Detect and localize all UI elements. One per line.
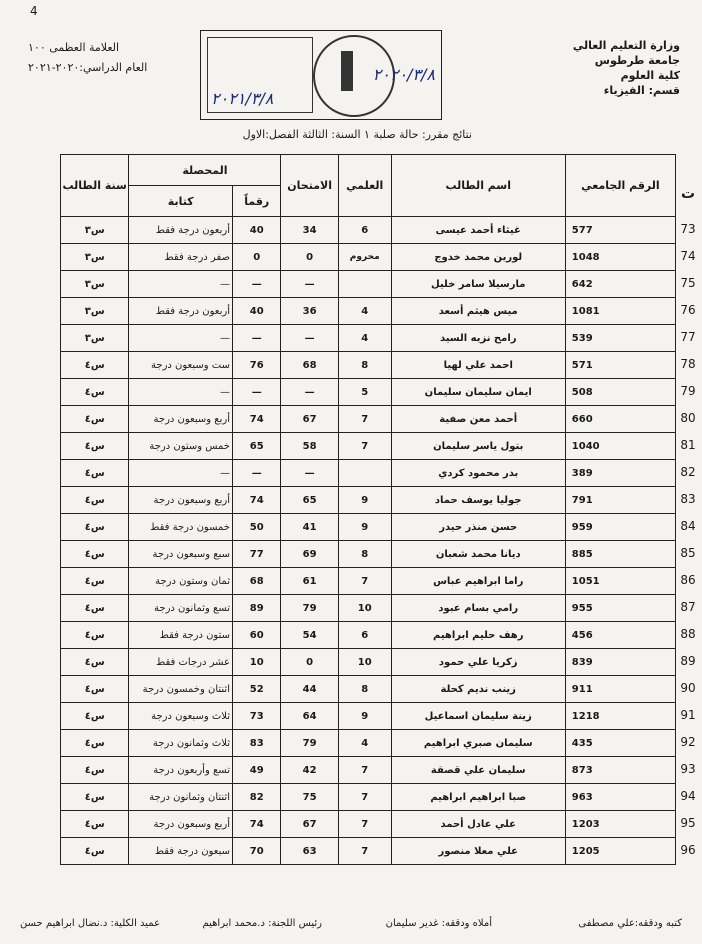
total-digits-cell: 74 xyxy=(233,406,281,433)
total-words-cell: خمسون درجة فقط xyxy=(129,514,233,541)
header-left xyxy=(28,38,198,78)
total-words-cell: سبعون درجة فقط xyxy=(129,838,233,865)
total-digits-cell: 74 xyxy=(233,811,281,838)
table-row xyxy=(61,244,676,271)
name-cell: سليمان علي قصقة xyxy=(391,757,565,784)
practical-cell: 10 xyxy=(338,595,391,622)
univ-id-cell: 660 xyxy=(565,406,675,433)
col-total: المحصلة xyxy=(129,155,281,186)
univ-id-cell: 1218 xyxy=(565,703,675,730)
total-digits-cell: 50 xyxy=(233,514,281,541)
exam-cell: 79 xyxy=(281,730,338,757)
row-number: 95 xyxy=(680,816,696,830)
total-digits-cell: 70 xyxy=(233,838,281,865)
practical-cell: 10 xyxy=(338,649,391,676)
exam-cell: 64 xyxy=(281,703,338,730)
practical-cell: 8 xyxy=(338,352,391,379)
total-words-cell: ثمان وستون درجة xyxy=(129,568,233,595)
total-words-cell: سبع وسبعون درجة xyxy=(129,541,233,568)
univ-id-cell: 1081 xyxy=(565,298,675,325)
row-number: 92 xyxy=(680,735,696,749)
exam-cell: 42 xyxy=(281,757,338,784)
total-words-cell: تسع وثمانون درجة xyxy=(129,595,233,622)
row-number: 88 xyxy=(680,627,696,641)
year-cell: س٤ xyxy=(61,514,129,541)
row-number: 75 xyxy=(680,276,696,290)
total-words-cell: — xyxy=(129,271,233,298)
table-row xyxy=(61,784,676,811)
table-row xyxy=(61,541,676,568)
total-words-cell: أربع وسبعون درجة xyxy=(129,811,233,838)
practical-cell: 7 xyxy=(338,838,391,865)
exam-cell: 44 xyxy=(281,676,338,703)
col-words: كتابة xyxy=(129,186,233,217)
year-cell: س٤ xyxy=(61,433,129,460)
univ-id-cell: 577 xyxy=(565,217,675,244)
year-cell: س٤ xyxy=(61,784,129,811)
stamp-date-2: ٢٠٢١/٣/٨ xyxy=(211,89,274,108)
table-row xyxy=(61,622,676,649)
row-number: 86 xyxy=(680,573,696,587)
practical-cell: 4 xyxy=(338,298,391,325)
total-words-cell: خمس وستون درجة xyxy=(129,433,233,460)
name-cell: لورين محمد خدوج xyxy=(391,244,565,271)
col-practical: العلمي xyxy=(338,155,391,217)
name-cell: غيثاء أحمد عيسى xyxy=(391,217,565,244)
results-subtitle: نتائج مقرر: حالة صلبة ١ السنة: الثالثة الفصل:الاول xyxy=(242,128,472,141)
total-digits-cell: 0 xyxy=(233,244,281,271)
year-cell: س٤ xyxy=(61,730,129,757)
year-cell: س٤ xyxy=(61,676,129,703)
results-table xyxy=(60,154,676,865)
row-number: 94 xyxy=(680,789,696,803)
total-words-cell: ستون درجة فقط xyxy=(129,622,233,649)
total-digits-cell: 52 xyxy=(233,676,281,703)
year-cell: س٤ xyxy=(61,352,129,379)
row-number: 90 xyxy=(680,681,696,695)
name-cell: ديانا محمد شعبان xyxy=(391,541,565,568)
univ-id-cell: 435 xyxy=(565,730,675,757)
year-cell: س٤ xyxy=(61,460,129,487)
practical-cell: 8 xyxy=(338,541,391,568)
exam-cell: 68 xyxy=(281,352,338,379)
col-row-no: ت xyxy=(680,186,696,202)
col-year: سنة الطالب xyxy=(61,155,129,217)
row-number: 91 xyxy=(680,708,696,722)
name-cell: أحمد معن صفية xyxy=(391,406,565,433)
table-row xyxy=(61,730,676,757)
university-line: جامعة طرطوس xyxy=(594,54,680,67)
name-cell: زكريا علي حمود xyxy=(391,649,565,676)
year-cell: س٤ xyxy=(61,757,129,784)
name-cell: ايمان سليمان سليمان xyxy=(391,379,565,406)
exam-cell: 79 xyxy=(281,595,338,622)
total-digits-cell: 82 xyxy=(233,784,281,811)
total-words-cell: — xyxy=(129,460,233,487)
univ-id-cell: 911 xyxy=(565,676,675,703)
total-digits-cell: 83 xyxy=(233,730,281,757)
practical-cell: 7 xyxy=(338,433,391,460)
exam-cell: — xyxy=(281,271,338,298)
total-digits-cell: — xyxy=(233,271,281,298)
exam-cell: 75 xyxy=(281,784,338,811)
col-name: اسم الطالب xyxy=(391,155,565,217)
table-row xyxy=(61,406,676,433)
table-row xyxy=(61,487,676,514)
name-cell: راما ابراهيم عباس xyxy=(391,568,565,595)
total-digits-cell: 65 xyxy=(233,433,281,460)
table-row xyxy=(61,271,676,298)
name-cell: جوليا يوسف حماد xyxy=(391,487,565,514)
year-cell: س٣ xyxy=(61,298,129,325)
table-row xyxy=(61,595,676,622)
exam-cell: 0 xyxy=(281,244,338,271)
name-cell: بدر محمود كردي xyxy=(391,460,565,487)
total-words-cell: ثلاث وسبعون درجة xyxy=(129,703,233,730)
practical-cell xyxy=(338,460,391,487)
univ-id-cell: 791 xyxy=(565,487,675,514)
total-words-cell: — xyxy=(129,379,233,406)
exam-cell: — xyxy=(281,460,338,487)
year-cell: س٤ xyxy=(61,838,129,865)
table-row xyxy=(61,460,676,487)
total-words-cell: — xyxy=(129,325,233,352)
table-row xyxy=(61,703,676,730)
row-number: 80 xyxy=(680,411,696,425)
univ-id-cell: 456 xyxy=(565,622,675,649)
max-mark: العلامة العظمى ١٠٠ xyxy=(28,41,120,54)
total-words-cell: عشر درجات فقط xyxy=(129,649,233,676)
year-cell: س٤ xyxy=(61,379,129,406)
row-number: 96 xyxy=(680,843,696,857)
footer-writer: كتبه ودققه:علي مصطفى xyxy=(578,918,682,929)
name-cell: علي معلا منصور xyxy=(391,838,565,865)
practical-cell: 6 xyxy=(338,217,391,244)
practical-cell: 7 xyxy=(338,757,391,784)
total-digits-cell: 73 xyxy=(233,703,281,730)
total-words-cell: صفر درجة فقط xyxy=(129,244,233,271)
year-cell: س٤ xyxy=(61,703,129,730)
row-number: 89 xyxy=(680,654,696,668)
practical-cell: محروم xyxy=(338,244,391,271)
page-number: 4 xyxy=(30,4,38,18)
total-words-cell: ثلاث وثمانون درجة xyxy=(129,730,233,757)
year-cell: س٣ xyxy=(61,244,129,271)
name-cell: زينة سليمان اسماعيل xyxy=(391,703,565,730)
practical-cell: 7 xyxy=(338,784,391,811)
year-cell: س٤ xyxy=(61,622,129,649)
univ-id-cell: 508 xyxy=(565,379,675,406)
total-digits-cell: 76 xyxy=(233,352,281,379)
row-number: 83 xyxy=(680,492,696,506)
col-univ-id: الرقم الجامعي xyxy=(565,155,675,217)
univ-id-cell: 959 xyxy=(565,514,675,541)
total-digits-cell: 77 xyxy=(233,541,281,568)
name-cell: احمد علي لهيا xyxy=(391,352,565,379)
table-row xyxy=(61,676,676,703)
faculty-line: كلية العلوم xyxy=(620,69,680,82)
total-words-cell: أربع وسبعون درجة xyxy=(129,406,233,433)
table-row xyxy=(61,514,676,541)
total-digits-cell: 10 xyxy=(233,649,281,676)
exam-cell: 54 xyxy=(281,622,338,649)
univ-id-cell: 963 xyxy=(565,784,675,811)
univ-id-cell: 1203 xyxy=(565,811,675,838)
table-row xyxy=(61,352,676,379)
stamp-date-1: ٢٠٢٠/٣/٨ xyxy=(372,65,435,84)
row-number: 73 xyxy=(680,222,696,236)
univ-id-cell: 839 xyxy=(565,649,675,676)
exam-cell: 34 xyxy=(281,217,338,244)
year-cell: س٤ xyxy=(61,811,129,838)
exam-cell: 63 xyxy=(281,838,338,865)
total-digits-cell: — xyxy=(233,379,281,406)
exam-cell: 41 xyxy=(281,514,338,541)
total-digits-cell: — xyxy=(233,460,281,487)
total-digits-cell: — xyxy=(233,325,281,352)
year-cell: س٣ xyxy=(61,325,129,352)
table-row xyxy=(61,298,676,325)
row-number: 85 xyxy=(680,546,696,560)
total-digits-cell: 60 xyxy=(233,622,281,649)
name-cell: صبا ابراهيم ابراهيم xyxy=(391,784,565,811)
table-row xyxy=(61,379,676,406)
year-cell: س٤ xyxy=(61,649,129,676)
total-words-cell: أربع وسبعون درجة xyxy=(129,487,233,514)
univ-id-cell: 955 xyxy=(565,595,675,622)
practical-cell: 7 xyxy=(338,811,391,838)
practical-cell: 4 xyxy=(338,325,391,352)
table-row xyxy=(61,838,676,865)
year-cell: س٤ xyxy=(61,595,129,622)
row-number: 82 xyxy=(680,465,696,479)
total-digits-cell: 40 xyxy=(233,217,281,244)
exam-cell: 69 xyxy=(281,541,338,568)
exam-cell: 36 xyxy=(281,298,338,325)
total-words-cell: ست وسبعون درجة xyxy=(129,352,233,379)
academic-year: العام الدراسي:٢٠٢٠-٢٠٢١ xyxy=(28,61,148,74)
univ-id-cell: 1205 xyxy=(565,838,675,865)
row-number: 79 xyxy=(680,384,696,398)
official-stamp xyxy=(200,30,442,120)
total-digits-cell: 40 xyxy=(233,298,281,325)
table-row xyxy=(61,217,676,244)
practical-cell: 9 xyxy=(338,487,391,514)
exam-cell: 65 xyxy=(281,487,338,514)
practical-cell: 7 xyxy=(338,568,391,595)
practical-cell: 8 xyxy=(338,676,391,703)
practical-cell: 5 xyxy=(338,379,391,406)
total-digits-cell: 49 xyxy=(233,757,281,784)
year-cell: س٤ xyxy=(61,487,129,514)
results-body xyxy=(61,217,676,865)
row-number: 87 xyxy=(680,600,696,614)
exam-cell: 67 xyxy=(281,811,338,838)
practical-cell: 6 xyxy=(338,622,391,649)
total-words-cell: أربعون درجة فقط xyxy=(129,217,233,244)
year-cell: س٤ xyxy=(61,406,129,433)
row-number: 77 xyxy=(680,330,696,344)
exam-cell: — xyxy=(281,379,338,406)
total-digits-cell: 74 xyxy=(233,487,281,514)
footer-dean: عميد الكلية: د.نضال ابراهيم حسن xyxy=(20,918,161,929)
table-row xyxy=(61,325,676,352)
name-cell: رهف حليم ابراهيم xyxy=(391,622,565,649)
name-cell: مارسيلا سامر خليل xyxy=(391,271,565,298)
exam-cell: — xyxy=(281,325,338,352)
total-digits-cell: 68 xyxy=(233,568,281,595)
table-row xyxy=(61,757,676,784)
practical-cell: 4 xyxy=(338,730,391,757)
univ-id-cell: 1048 xyxy=(565,244,675,271)
row-number: 78 xyxy=(680,357,696,371)
year-cell: س٣ xyxy=(61,217,129,244)
total-words-cell: تسع وأربعون درجة xyxy=(129,757,233,784)
col-exam: الامتحان xyxy=(281,155,338,217)
name-cell: رامي بسام عبود xyxy=(391,595,565,622)
row-number: 93 xyxy=(680,762,696,776)
total-words-cell: أربعون درجة فقط xyxy=(129,298,233,325)
table-row xyxy=(61,649,676,676)
table-row xyxy=(61,433,676,460)
name-cell: حسن منذر حيدر xyxy=(391,514,565,541)
exam-cell: 61 xyxy=(281,568,338,595)
table-row xyxy=(61,568,676,595)
total-words-cell: اثنتان وثمانون درجة xyxy=(129,784,233,811)
department-line: قسم: الفيزياء xyxy=(603,84,680,97)
exam-cell: 0 xyxy=(281,649,338,676)
univ-id-cell: 885 xyxy=(565,541,675,568)
year-cell: س٤ xyxy=(61,541,129,568)
univ-id-cell: 1040 xyxy=(565,433,675,460)
name-cell: سليمان صبري ابراهيم xyxy=(391,730,565,757)
footer-dictator: أملاه ودققه: غدير سليمان xyxy=(385,918,492,929)
name-cell: رامح نزيه السيد xyxy=(391,325,565,352)
univ-id-cell: 389 xyxy=(565,460,675,487)
univ-id-cell: 873 xyxy=(565,757,675,784)
col-digits: رقماً xyxy=(233,186,281,217)
total-digits-cell: 89 xyxy=(233,595,281,622)
name-cell: علي عادل أحمد xyxy=(391,811,565,838)
practical-cell xyxy=(338,271,391,298)
row-number: 76 xyxy=(680,303,696,317)
year-cell: س٤ xyxy=(61,568,129,595)
univ-id-cell: 1051 xyxy=(565,568,675,595)
univ-id-cell: 539 xyxy=(565,325,675,352)
name-cell: زينب نديم كحلة xyxy=(391,676,565,703)
practical-cell: 9 xyxy=(338,703,391,730)
name-cell: بتول ياسر سليمان xyxy=(391,433,565,460)
exam-cell: 67 xyxy=(281,406,338,433)
row-number: 84 xyxy=(680,519,696,533)
row-number: 81 xyxy=(680,438,696,452)
practical-cell: 7 xyxy=(338,406,391,433)
year-cell: س٣ xyxy=(61,271,129,298)
ministry-line: وزارة التعليم العالي xyxy=(572,39,680,52)
table-row xyxy=(61,811,676,838)
univ-id-cell: 642 xyxy=(565,271,675,298)
row-number: 74 xyxy=(680,249,696,263)
exam-cell: 58 xyxy=(281,433,338,460)
univ-id-cell: 571 xyxy=(565,352,675,379)
total-words-cell: اثنتان وخمسون درجة xyxy=(129,676,233,703)
header-right xyxy=(530,38,680,98)
practical-cell: 9 xyxy=(338,514,391,541)
name-cell: ميس هيثم أسعد xyxy=(391,298,565,325)
footer-committee-head: رئيس اللجنة: د.محمد ابراهيم xyxy=(202,918,322,929)
